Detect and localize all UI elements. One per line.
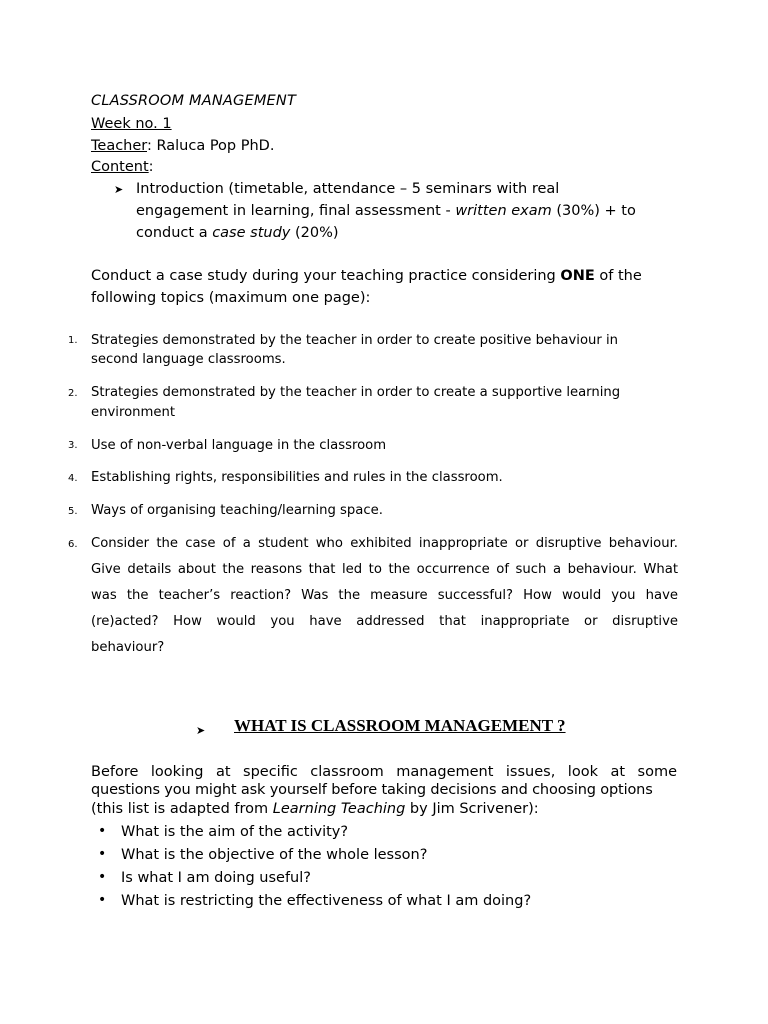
week-number: Week no. 1 bbox=[91, 116, 172, 132]
teacher-line bbox=[91, 136, 274, 157]
teacher-name: : Raluca Pop PhD. bbox=[147, 138, 275, 154]
list-item: Give details about the reasons that led to the occurrence of such a behaviour. What bbox=[91, 562, 678, 577]
content-line bbox=[91, 157, 154, 178]
list-item-number: 6. bbox=[68, 539, 78, 550]
section-paragraph-line-2: questions you might ask yourself before taking decisions and choosing options bbox=[91, 782, 653, 798]
list-item: second language classrooms. bbox=[91, 352, 286, 367]
arrow-bullet-icon: ➤ bbox=[196, 724, 206, 737]
question-item: What is the objective of the whole lesson? bbox=[121, 847, 428, 863]
document-title: CLASSROOM MANAGEMENT bbox=[91, 93, 297, 109]
list-item: Strategies demonstrated by the teacher in order to create a supportive learning bbox=[91, 385, 621, 400]
list-item: Establishing rights, responsibilities and rules in the classroom. bbox=[91, 470, 503, 485]
case-study-line-2: following topics (maximum one page): bbox=[91, 290, 371, 306]
list-item-number: 4. bbox=[68, 473, 78, 484]
case-study-line-1: Conduct a case study during your teaching practice considering ONE of the bbox=[91, 268, 642, 284]
question-item: Is what I am doing useful? bbox=[121, 870, 311, 886]
case-study-emphasis: case study bbox=[212, 225, 291, 241]
list-item-number: 1. bbox=[68, 335, 78, 346]
question-item: What is restricting the effectiveness of what I am doing? bbox=[121, 893, 532, 909]
list-item: Strategies demonstrated by the teacher in order to create positive behaviour in bbox=[91, 333, 619, 348]
list-item-number: 5. bbox=[68, 506, 78, 517]
section-heading: WHAT IS CLASSROOM MANAGEMENT ? bbox=[234, 716, 566, 735]
list-item: Use of non-verbal language in the classroom bbox=[91, 438, 387, 453]
book-title: Learning Teaching bbox=[272, 801, 406, 817]
list-item-number: 2. bbox=[68, 388, 78, 399]
list-item: environment bbox=[91, 405, 175, 420]
bullet-icon: • bbox=[98, 892, 107, 908]
one-emphasis: ONE bbox=[560, 268, 595, 284]
bullet-icon: • bbox=[98, 846, 107, 862]
intro-line-1: Introduction (timetable, attendance – 5 seminars with real bbox=[136, 181, 560, 197]
bullet-icon: • bbox=[98, 823, 107, 839]
bullet-icon: • bbox=[98, 869, 107, 885]
content-colon: : bbox=[148, 159, 154, 175]
list-item-number: 3. bbox=[68, 440, 78, 451]
content-label: Content bbox=[91, 159, 149, 175]
list-item: Ways of organising teaching/learning space. bbox=[91, 503, 383, 518]
section-paragraph-line-1: Before looking at specific classroom management issues, look at some bbox=[91, 764, 677, 780]
question-item: What is the aim of the activity? bbox=[121, 824, 349, 840]
arrow-bullet-icon: ➤ bbox=[114, 183, 124, 196]
intro-line-3: conduct a case study (20%) bbox=[136, 225, 339, 241]
intro-line-2: engagement in learning, final assessment - written exam (30%) + to bbox=[136, 203, 636, 219]
list-item: (re)acted? How would you have addressed that inappropriate or disruptive bbox=[91, 614, 678, 629]
written-exam-emphasis: written exam bbox=[455, 203, 552, 219]
list-item: was the teacher’s reaction? Was the measure successful? How would you have bbox=[91, 588, 678, 603]
list-item: Consider the case of a student who exhibited inappropriate or disruptive behaviour. bbox=[91, 536, 678, 551]
list-item: behaviour? bbox=[91, 640, 165, 655]
section-paragraph-line-3: (this list is adapted from Learning Teaching by Jim Scrivener): bbox=[91, 801, 539, 817]
teacher-label: Teacher bbox=[91, 138, 147, 154]
